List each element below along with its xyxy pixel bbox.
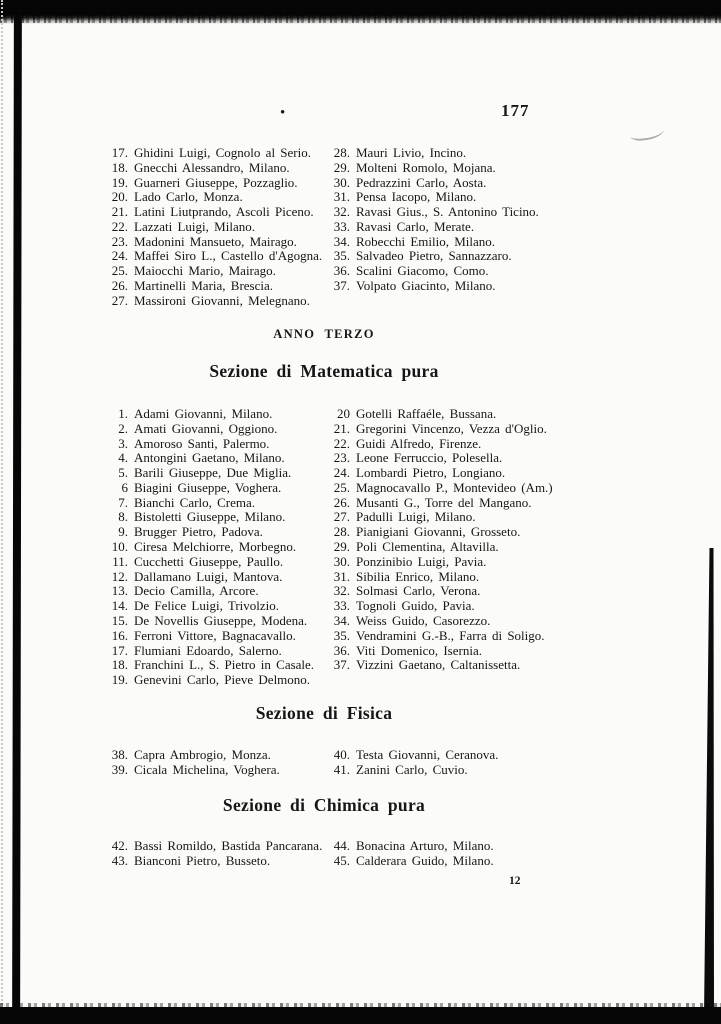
list-item: [100, 422, 322, 437]
entry-text: Mauri Livio, Incino.: [356, 145, 467, 160]
list-item: [100, 437, 322, 452]
list-item: [100, 673, 322, 688]
entry-text: Guarneri Giuseppe, Pozzaglio.: [134, 174, 298, 190]
chimica-list-left-column: [100, 838, 322, 868]
entry-text: Ferroni Vittore, Bagnacavallo.: [134, 627, 296, 643]
matematica-student-list: [100, 407, 553, 688]
entry-number: 22.: [111, 218, 128, 234]
list-item: [322, 190, 539, 205]
entry-text: Adami Giovanni, Milano.: [134, 406, 273, 421]
entry-text: Bassi Romildo, Bastida Pancarana.: [134, 838, 323, 853]
entry-text: Molteni Romolo, Mojana.: [356, 159, 496, 175]
entry-text: Lazzati Luigi, Milano.: [134, 218, 255, 234]
list-item: [322, 838, 494, 853]
list-item: [322, 422, 553, 437]
entry-text: Biagini Giuseppe, Voghera.: [134, 479, 282, 495]
entry-text: Guidi Alfredo, Firenze.: [356, 435, 482, 451]
list-item: [322, 466, 553, 481]
chimica-list-right-column: [322, 838, 494, 868]
entry-text: De Felice Luigi, Trivolzio.: [134, 598, 280, 614]
entry-number: 18.: [111, 159, 128, 175]
entry-text: Amati Giovanni, Oggiono.: [134, 420, 278, 436]
list-item: [100, 540, 322, 555]
entry-text: Gnecchi Alessandro, Milano.: [134, 159, 290, 175]
list-item: [322, 555, 553, 570]
entry-text: Cucchetti Giuseppe, Paullo.: [134, 553, 284, 569]
entry-text: Madonini Mansueto, Mairago.: [134, 233, 297, 249]
entry-number: 40.: [333, 747, 350, 762]
entry-text: Genevini Carlo, Pieve Delmono.: [134, 672, 311, 688]
list-item: [100, 205, 322, 220]
list-item: [100, 407, 322, 422]
entry-text: Leone Ferruccio, Polesella.: [356, 450, 503, 466]
entry-number: 17.: [111, 145, 128, 160]
entry-number: 8.: [118, 509, 128, 525]
list-item: [322, 570, 553, 585]
entry-number: 15.: [111, 612, 128, 628]
entry-text: Pedrazzini Carlo, Aosta.: [356, 174, 487, 190]
entry-text: Latini Liutprando, Ascoli Piceno.: [134, 204, 314, 220]
entry-number: 17.: [111, 642, 128, 658]
list-item: [100, 235, 322, 250]
entry-number: 10.: [111, 539, 128, 555]
entry-number: 30.: [333, 174, 350, 190]
list-item: [322, 451, 553, 466]
entry-number: 42.: [111, 838, 128, 853]
entry-number: 22.: [333, 435, 350, 451]
entry-number: 45.: [333, 853, 350, 869]
entry-text: Lado Carlo, Monza.: [134, 189, 243, 205]
entry-text: Robecchi Emilio, Milano.: [356, 233, 496, 249]
entry-number: 36.: [333, 263, 350, 279]
entry-number: 41.: [333, 762, 350, 778]
list-item: [322, 279, 539, 294]
continued-student-list: [100, 146, 539, 309]
list-item: [322, 161, 539, 176]
entry-text: Weiss Guido, Casorezzo.: [356, 612, 491, 628]
entry-number: 34.: [333, 233, 350, 249]
entry-number: 12.: [111, 568, 128, 584]
list-item: [100, 466, 322, 481]
list-item: [100, 629, 322, 644]
section-title-chimica: Sezione di Chimica pura: [222, 795, 426, 815]
entry-text: Barili Giuseppe, Due Miglia.: [134, 465, 292, 481]
list-item: [100, 481, 322, 496]
list-item: [100, 510, 322, 525]
continued-list-left-column: [100, 146, 322, 309]
entry-text: Cicala Michelina, Voghera.: [134, 762, 280, 778]
list-item: [100, 614, 322, 629]
entry-text: Solmasi Carlo, Verona.: [356, 583, 481, 599]
entry-number: 33.: [333, 598, 350, 614]
entry-number: 23.: [333, 450, 350, 466]
entry-text: Ciresa Melchiorre, Morbegno.: [134, 539, 297, 555]
fisica-student-list: [100, 747, 498, 777]
matematica-list-left-column: [100, 407, 322, 688]
entry-number: 39.: [111, 762, 128, 778]
list-item: [322, 853, 494, 868]
scan-left-dotted-edge: [1, 0, 3, 1024]
entry-text: Gregorini Vincenzo, Vezza d'Oglio.: [356, 420, 547, 436]
list-item: [322, 629, 553, 644]
list-item: [100, 220, 322, 235]
fisica-list-left-column: [100, 747, 322, 777]
entry-number: 9.: [118, 524, 128, 540]
entry-text: Bianconi Pietro, Busseto.: [134, 853, 271, 869]
entry-text: Salvadeo Pietro, Sannazzaro.: [356, 248, 512, 264]
page-number: 177: [501, 101, 530, 120]
entry-text: Gotelli Raffaéle, Bussana.: [356, 406, 497, 421]
entry-text: Lombardi Pietro, Longiano.: [356, 465, 506, 481]
entry-number: 23.: [111, 233, 128, 249]
entry-text: Franchini L., S. Pietro in Casale.: [134, 657, 315, 673]
entry-text: Viti Domenico, Isernia.: [356, 642, 482, 658]
entry-text: Capra Ambrogio, Monza.: [134, 747, 271, 762]
entry-text: Zanini Carlo, Cuvio.: [356, 762, 468, 778]
entry-text: Calderara Guido, Milano.: [356, 853, 494, 869]
list-item: [100, 190, 322, 205]
fisica-list-right-column: [322, 747, 498, 777]
entry-text: Poli Clementina, Altavilla.: [356, 539, 499, 555]
entry-text: Bonacina Arturo, Milano.: [356, 838, 494, 853]
entry-number: 43.: [111, 853, 128, 869]
entry-text: Bianchi Carlo, Crema.: [134, 494, 255, 510]
matematica-list-right-column: [322, 407, 553, 688]
entry-number: 31.: [333, 568, 350, 584]
entry-text: Maffei Siro L., Castello d'Agogna.: [134, 248, 323, 264]
entry-text: Vizzini Gaetano, Caltanissetta.: [356, 657, 521, 673]
entry-number: 35.: [333, 248, 350, 264]
entry-number: 29.: [333, 539, 350, 555]
entry-number: 16.: [111, 627, 128, 643]
chimica-student-list: [100, 838, 494, 868]
entry-text: Vendramini G.-B., Farra di Soligo.: [356, 627, 545, 643]
list-item: [322, 644, 553, 659]
list-item: [322, 614, 553, 629]
entry-text: Ravasi Carlo, Merate.: [356, 218, 475, 234]
entry-number: 27.: [333, 509, 350, 525]
entry-number: 37.: [333, 657, 350, 673]
entry-text: Pensa Iacopo, Milano.: [356, 189, 477, 205]
section-title-matematica: Sezione di Matematica pura: [209, 361, 439, 381]
list-item: [100, 525, 322, 540]
entry-number: 13.: [111, 583, 128, 599]
list-item: [100, 599, 322, 614]
entry-number: 28.: [333, 145, 350, 160]
list-item: [100, 146, 322, 161]
list-item: [100, 762, 322, 777]
entry-number: 32.: [333, 204, 350, 220]
entry-number: 6: [121, 479, 128, 495]
entry-number: 11.: [112, 553, 128, 569]
entry-number: 19.: [111, 672, 128, 688]
entry-number: 28.: [333, 524, 350, 540]
list-item: [100, 584, 322, 599]
anno-terzo-heading: ANNO TERZO: [273, 327, 375, 341]
entry-text: De Novellis Giuseppe, Modena.: [134, 612, 308, 628]
entry-text: Dallamano Luigi, Mantova.: [134, 568, 283, 584]
list-item: [322, 747, 498, 762]
list-item: [322, 540, 553, 555]
entry-number: 26.: [333, 494, 350, 510]
entry-number: 26.: [111, 278, 128, 294]
entry-text: Padulli Luigi, Milano.: [356, 509, 476, 525]
scan-left-edge-bar: [12, 16, 22, 1014]
entry-number: 29.: [333, 159, 350, 175]
entry-text: Volpato Giacinto, Milano.: [356, 278, 496, 294]
entry-number: 35.: [333, 627, 350, 643]
list-item: [100, 570, 322, 585]
list-item: [322, 437, 553, 452]
entry-number: 21.: [333, 420, 350, 436]
entry-text: Tognoli Guido, Pavia.: [356, 598, 475, 614]
list-item: [322, 264, 539, 279]
entry-number: 32.: [333, 583, 350, 599]
entry-text: Ghidini Luigi, Cognolo al Serio.: [134, 145, 311, 160]
entry-text: Maiocchi Mario, Mairago.: [134, 263, 276, 279]
list-item: [100, 451, 322, 466]
list-item: [322, 584, 553, 599]
entry-text: Scalini Giacomo, Como.: [356, 263, 489, 279]
list-item: [322, 205, 539, 220]
list-item: [322, 481, 553, 496]
entry-number: 37.: [333, 278, 350, 294]
entry-number: 2.: [118, 420, 128, 436]
entry-number: 38.: [111, 747, 128, 762]
entry-text: Ponzinibio Luigi, Pavia.: [356, 553, 487, 569]
entry-number: 36.: [333, 642, 350, 658]
entry-number: 20: [337, 406, 350, 421]
entry-number: 33.: [333, 218, 350, 234]
list-item: [100, 555, 322, 570]
entry-number: 7.: [118, 494, 128, 510]
scan-mark-squiggle: [629, 124, 664, 142]
entry-number: 24.: [111, 248, 128, 264]
list-item: [100, 161, 322, 176]
entry-number: 4.: [118, 450, 128, 466]
entry-text: Testa Giovanni, Ceranova.: [356, 747, 499, 762]
list-item: [322, 176, 539, 191]
scan-top-edge: [0, 0, 721, 26]
entry-number: 5.: [118, 465, 128, 481]
entry-number: 30.: [333, 553, 350, 569]
list-item: [100, 294, 322, 309]
continued-list-right-column: [322, 146, 539, 309]
separator-dot: •: [280, 105, 286, 121]
scan-right-edge-line: [704, 548, 714, 1016]
entry-number: 20.: [111, 189, 128, 205]
list-item: [100, 747, 322, 762]
list-item: [322, 220, 539, 235]
entry-number: 31.: [333, 189, 350, 205]
entry-text: Flumiani Edoardo, Salerno.: [134, 642, 282, 658]
list-item: [322, 496, 553, 511]
list-item: [322, 525, 553, 540]
entry-number: 24.: [333, 465, 350, 481]
entry-number: 27.: [111, 292, 128, 308]
entry-text: Musanti G., Torre del Mangano.: [356, 494, 532, 510]
entry-number: 25.: [333, 479, 350, 495]
list-item: [100, 838, 322, 853]
entry-text: Bistoletti Giuseppe, Milano.: [134, 509, 286, 525]
entry-number: 18.: [111, 657, 128, 673]
entry-text: Decio Camilla, Arcore.: [134, 583, 259, 599]
list-item: [100, 264, 322, 279]
list-item: [100, 496, 322, 511]
list-item: [322, 235, 539, 250]
entry-text: Amoroso Santi, Palermo.: [134, 435, 270, 451]
entry-text: Brugger Pietro, Padova.: [134, 524, 263, 540]
list-item: [322, 407, 553, 422]
list-item: [322, 762, 498, 777]
entry-number: 25.: [111, 263, 128, 279]
entry-number: 19.: [111, 174, 128, 190]
entry-text: Ravasi Gius., S. Antonino Ticino.: [356, 204, 539, 220]
list-item: [322, 146, 539, 161]
section-title-fisica: Sezione di Fisica: [255, 703, 393, 723]
entry-text: Magnocavallo P., Montevideo (Am.): [356, 479, 553, 495]
list-item: [100, 853, 322, 868]
entry-number: 44.: [333, 838, 350, 853]
entry-text: Pianigiani Giovanni, Grosseto.: [356, 524, 521, 540]
list-item: [100, 249, 322, 264]
entry-number: 1.: [118, 406, 128, 421]
entry-number: 34.: [333, 612, 350, 628]
list-item: [100, 176, 322, 191]
scan-bottom-edge: [0, 1007, 721, 1024]
entry-text: Antongini Gaetano, Milano.: [134, 450, 285, 466]
entry-number: 14.: [111, 598, 128, 614]
list-item: [322, 658, 553, 673]
entry-text: Martinelli Maria, Brescia.: [134, 278, 274, 294]
list-item: [322, 599, 553, 614]
entry-number: 21.: [111, 204, 128, 220]
entry-text: Massironi Giovanni, Melegnano.: [134, 292, 310, 308]
signature-number: 12: [509, 875, 521, 887]
list-item: [322, 249, 539, 264]
list-item: [100, 644, 322, 659]
list-item: [322, 510, 553, 525]
list-item: [100, 279, 322, 294]
entry-number: 3.: [118, 435, 128, 451]
list-item: [100, 658, 322, 673]
entry-text: Sibilia Enrico, Milano.: [356, 568, 480, 584]
